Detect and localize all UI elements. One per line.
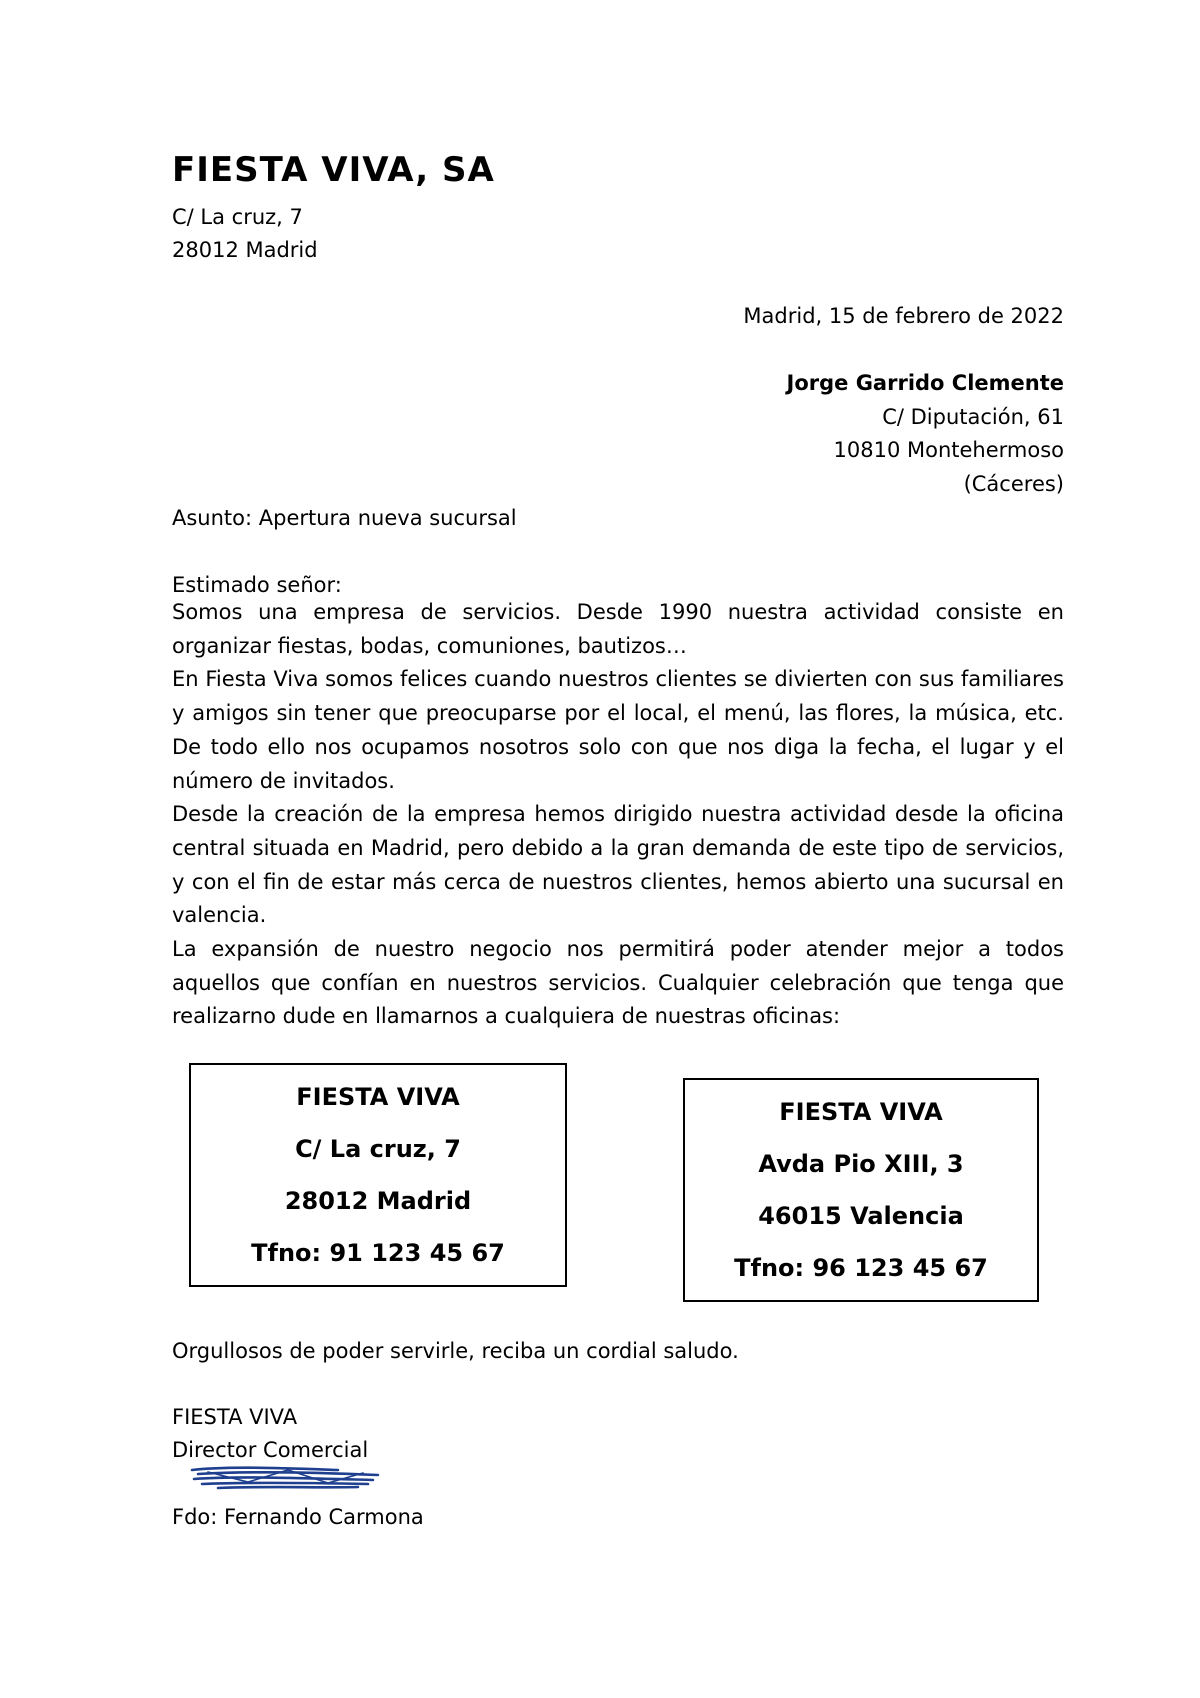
body-paragraph: Desde la creación de la empresa hemos dirigido nuestra actividad desde la oficina central situada en Madrid, pero debido a la gran demanda de este tipo de servicios, y con el fin de estar más cerca de nuestros clientes, hemos abierto una sucursal en valencia. (172, 802, 1064, 928)
date-line: Madrid, 15 de febrero de 2022 (743, 304, 1064, 328)
office-name: FIESTA VIVA (779, 1098, 943, 1126)
subject-line: Asunto: Apertura nueva sucursal (172, 506, 517, 530)
sender-city: 28012 Madrid (172, 238, 318, 262)
signed-by: Fdo: Fernando Carmona (172, 1505, 424, 1529)
letter-body (172, 596, 1064, 1034)
body-paragraph: La expansión de nuestro negocio nos permitirá poder atender mejor a todos aquellos que confían en nuestros servicios. Cualquier celebración que tenga que realizarno dude en llamarnos a cualquiera de nuestras oficinas: (172, 937, 1064, 1029)
signoff-company: FIESTA VIVA (172, 1405, 298, 1429)
office-city: 46015 Valencia (758, 1202, 964, 1230)
body-paragraph: En Fiesta Viva somos felices cuando nuestros clientes se divierten con sus familiares y amigos sin tener que preocuparse por el local, el menú, las flores, la música, etc. De todo ello nos ocupamos nosotros solo con que nos diga la fecha, el lugar y el número de invitados. (172, 667, 1064, 793)
signoff-title: Director Comercial (172, 1438, 369, 1462)
body-paragraph: Somos una empresa de servicios. Desde 1990 nuestra actividad consiste en organizar fiestas, bodas, comuniones, bautizos… (172, 600, 1064, 658)
recipient-city: 10810 Montehermoso (833, 438, 1064, 462)
office-city: 28012 Madrid (284, 1187, 472, 1215)
office-phone: Tfno: 91 123 45 67 (251, 1239, 505, 1267)
sender-company-name: FIESTA VIVA, SA (172, 150, 495, 190)
recipient-street: C/ Diputación, 61 (882, 405, 1064, 429)
office-box-valencia (683, 1078, 1039, 1302)
recipient-province: (Cáceres) (963, 472, 1064, 496)
office-phone: Tfno: 96 123 45 67 (734, 1254, 988, 1282)
closing-line: Orgullosos de poder servirle, reciba un cordial saludo. (172, 1339, 739, 1363)
office-street: Avda Pio XIII, 3 (758, 1150, 964, 1178)
office-box-madrid (189, 1063, 567, 1287)
office-street: C/ La cruz, 7 (295, 1135, 461, 1163)
office-name: FIESTA VIVA (296, 1083, 460, 1111)
sender-street: C/ La cruz, 7 (172, 205, 303, 229)
greeting: Estimado señor: (172, 573, 342, 597)
recipient-name: Jorge Garrido Clemente (786, 371, 1064, 395)
handwritten-signature (188, 1462, 388, 1492)
